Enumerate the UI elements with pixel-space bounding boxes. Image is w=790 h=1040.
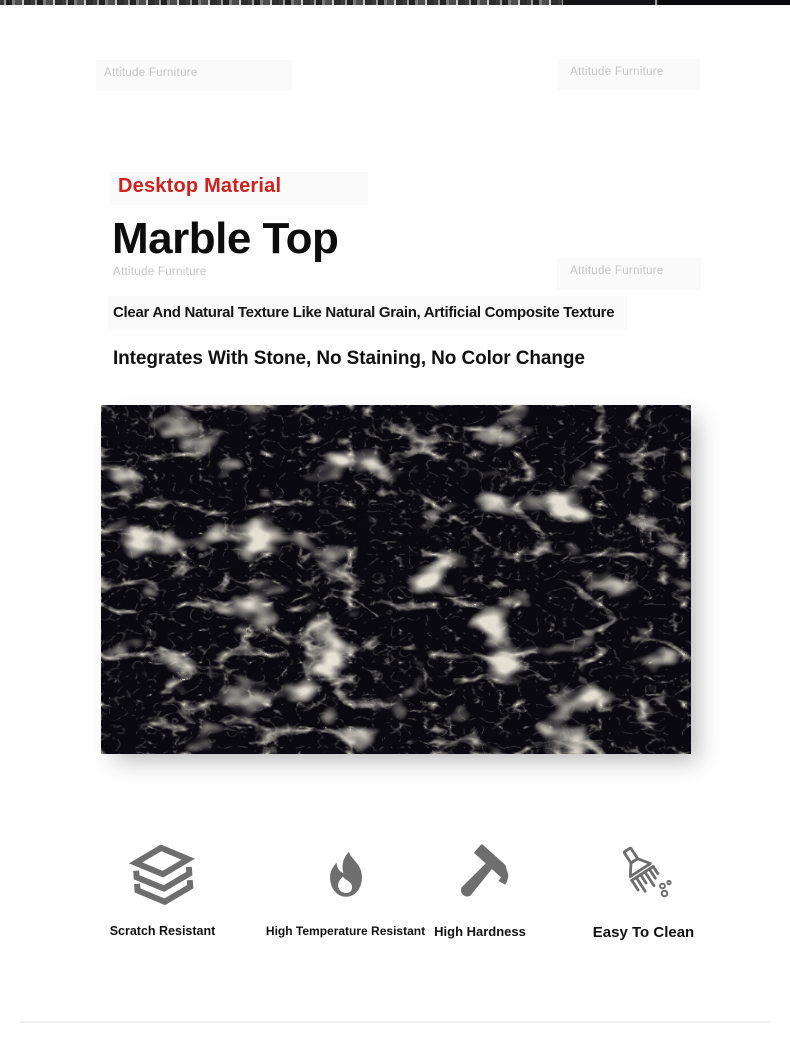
brand-watermark: Attitude Furniture <box>113 266 207 278</box>
subtitle-secondary: Integrates With Stone, No Staining, No Color Change <box>113 348 585 369</box>
feature-scratch-resistant <box>85 830 240 962</box>
layers-icon <box>127 830 199 922</box>
marble-texture-image <box>101 405 691 754</box>
previous-section-edge <box>0 0 790 5</box>
broom-icon <box>611 830 677 922</box>
brand-watermark: Attitude Furniture <box>570 265 664 277</box>
feature-label: High Hardness <box>434 924 526 939</box>
hammer-icon <box>445 830 515 922</box>
feature-label: Scratch Resistant <box>109 924 216 938</box>
section-eyebrow: Desktop Material <box>118 175 282 197</box>
brand-watermark: Attitude Furniture <box>104 67 198 79</box>
brand-watermark: Attitude Furniture <box>570 66 664 78</box>
feature-high-hardness <box>404 830 556 962</box>
feature-label: Easy To Clean <box>592 924 695 941</box>
page-title: Marble Top <box>112 214 339 263</box>
section-divider <box>20 1021 770 1023</box>
feature-list <box>0 830 790 970</box>
feature-easy-to-clean <box>566 830 721 962</box>
flame-icon <box>317 830 375 922</box>
feature-label: High Temperature Resistant <box>265 924 426 938</box>
subtitle-primary: Clear And Natural Texture Like Natural Grain, Artificial Composite Texture <box>113 304 615 321</box>
